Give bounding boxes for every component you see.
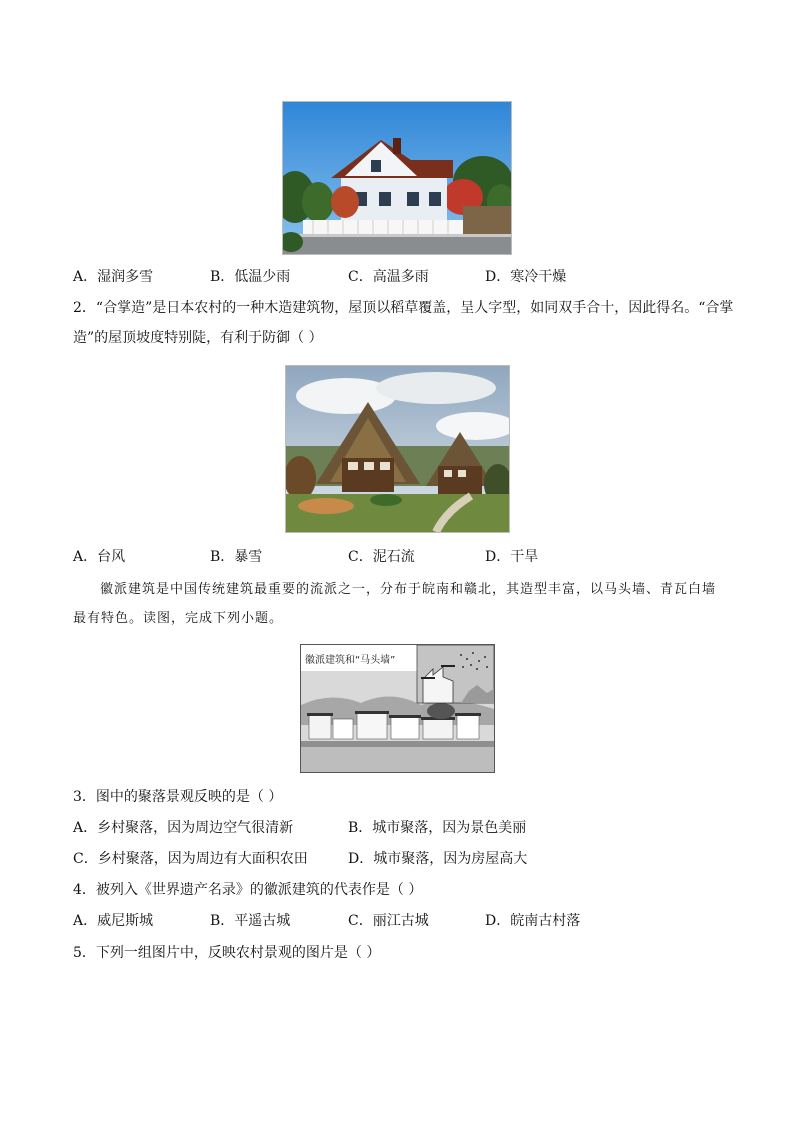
q4-option-b: B．平遥古城: [210, 913, 291, 929]
q2-option-b: B．暴雪: [210, 549, 263, 565]
q4-option-c: C．丽江古城: [348, 913, 429, 929]
q1-option-c: C．高温多雨: [348, 269, 429, 285]
gassho-house-photo: [285, 365, 510, 533]
q3-option-d: D．城市聚落，因为房屋高大: [348, 851, 528, 867]
material-line2: 最有特色。读图，完成下列小题。: [73, 611, 284, 626]
q2-stem-line2: 造”的屋顶坡度特别陡，有利于防御（ ）: [73, 330, 323, 346]
house-photo: [282, 101, 512, 255]
q5-stem: 5．下列一组图片中，反映农村景观的图片是（ ）: [73, 945, 381, 961]
q4-option-d: D．皖南古村落: [485, 913, 581, 929]
q4-stem: 4．被列入《世界遗产名录》的徽派建筑的代表作是（ ）: [73, 882, 423, 898]
q3-option-c: C．乡村聚落，因为周边有大面积农田: [73, 851, 308, 867]
q2-option-a: A．台风: [73, 549, 126, 565]
q1-option-d: D．寒冷干燥: [485, 269, 567, 285]
q3-option-b: B．城市聚落，因为景色美丽: [348, 820, 527, 836]
material-line1: 徽派建筑是中国传统建筑最重要的流派之一，分布于皖南和赣北，其造型丰富，以马头墙、青瓦白墙: [100, 582, 717, 597]
q2-option-d: D．干旱: [485, 549, 539, 565]
q1-option-a: A．湿润多雪: [73, 269, 154, 285]
q2-stem-line1: 2．“合掌造”是日本农村的一种木造建筑物，屋顶以稻草覆盖，呈人字型，如同双手合十，因此得名。“合掌: [73, 300, 734, 316]
q4-option-a: A．威尼斯城: [73, 913, 154, 929]
huizhou-architecture-figure: [300, 644, 495, 773]
figure-caption: 徽派建筑和“马头墙”: [305, 655, 396, 666]
q2-option-c: C．泥石流: [348, 549, 415, 565]
q3-stem: 3．图中的聚落景观反映的是（ ）: [73, 789, 283, 805]
q1-option-b: B．低温少雨: [210, 269, 291, 285]
q3-option-a: A．乡村聚落，因为周边空气很清新: [73, 820, 294, 836]
